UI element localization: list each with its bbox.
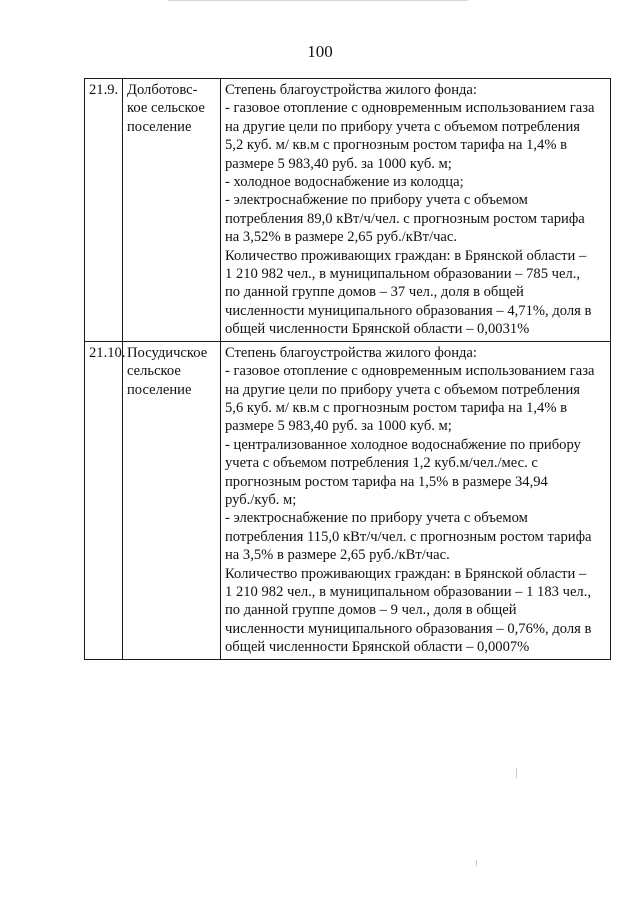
description-line: учета с объемом потребления 1,2 куб.м/чел./мес. с [225,455,538,472]
row-number: 21.10. [85,341,123,659]
table-row [85,79,611,342]
description-line: прогнозным ростом тарифа на 1,5% в размере 34,94 [225,473,548,490]
description-line: на 3,52% в размере 2,65 руб./кВт/час. [225,229,458,246]
description-line: - газовое отопление с одновременным использованием газа [225,100,595,117]
description-line: общей численности Брянской области – 0,0031% [225,321,530,338]
description-line: на 3,5% в размере 2,65 руб./кВт/час. [225,547,450,564]
scan-edge-line [168,0,468,1]
description-line: - холодное водоснабжение из колодца; [225,174,464,191]
description-line: по данной группе домов – 9 чел., доля в общей [225,602,517,619]
description-line: 5,6 куб. м/ кв.м с прогнозным ростом тарифа на 1,4% в [225,399,568,416]
scan-speck [516,768,517,778]
settlement-name-line: Долботовс- [127,82,198,98]
description-line: - централизованное холодное водоснабжение по прибору [225,436,581,453]
settlement-description [221,79,611,342]
description-line: потребления 115,0 кВт/ч/чел. с прогнозным ростом тарифа [225,528,592,545]
description-line: численности муниципального образования – 0,76%, доля в [225,620,592,637]
description-line: общей численности Брянской области – 0,0007% [225,639,530,656]
description-line: по данной группе домов – 37 чел., доля в общей [225,284,524,301]
description-line: Количество проживающих граждан: в Брянской области – [225,247,587,264]
settlement-name [123,79,221,342]
description-line: Количество проживающих граждан: в Брянской области – [225,565,587,582]
settlement-name-line: поселение [127,381,192,398]
settlement-name-line: сельское [127,363,181,380]
description-line: размере 5 983,40 руб. за 1000 куб. м; [225,418,452,435]
description-line: Степень благоустройства жилого фонда: [225,344,477,361]
description-line: на другие цели по прибору учета с объемом потребления [225,381,580,398]
description-line: - газовое отопление с одновременным использованием газа [225,363,595,380]
settlements-table [84,78,611,660]
description-line: - электроснабжение по прибору учета с объемом [225,510,528,527]
description-line: численности муниципального образования – 4,71%, доля в [225,302,592,319]
settlement-description [221,341,611,659]
description-line: размере 5 983,40 руб. за 1000 куб. м; [225,155,452,172]
description-line: - электроснабжение по прибору учета с объемом [225,192,528,209]
description-line: Степень благоустройства жилого фонда: [225,82,477,98]
description-line: 5,2 куб. м/ кв.м с прогнозным ростом тарифа на 1,4% в [225,137,568,154]
description-line: 1 210 982 чел., в муниципальном образовании – 785 чел., [225,266,581,283]
description-line: 1 210 982 чел., в муниципальном образовании – 1 183 чел., [225,583,591,600]
row-number: 21.9. [85,79,123,342]
settlement-name-line: Посудичское [127,344,208,361]
scan-speck [476,860,477,866]
description-line: на другие цели по прибору учета с объемом потребления [225,118,580,135]
page-number: 100 [307,42,333,61]
settlement-name [123,341,221,659]
settlement-name-line: кое сельское [127,100,205,117]
settlement-name-line: поселение [127,118,192,135]
table-row [85,341,611,659]
description-line: руб./куб. м; [225,491,297,508]
description-line: потребления 89,0 кВт/ч/чел. с прогнозным ростом тарифа [225,210,585,227]
